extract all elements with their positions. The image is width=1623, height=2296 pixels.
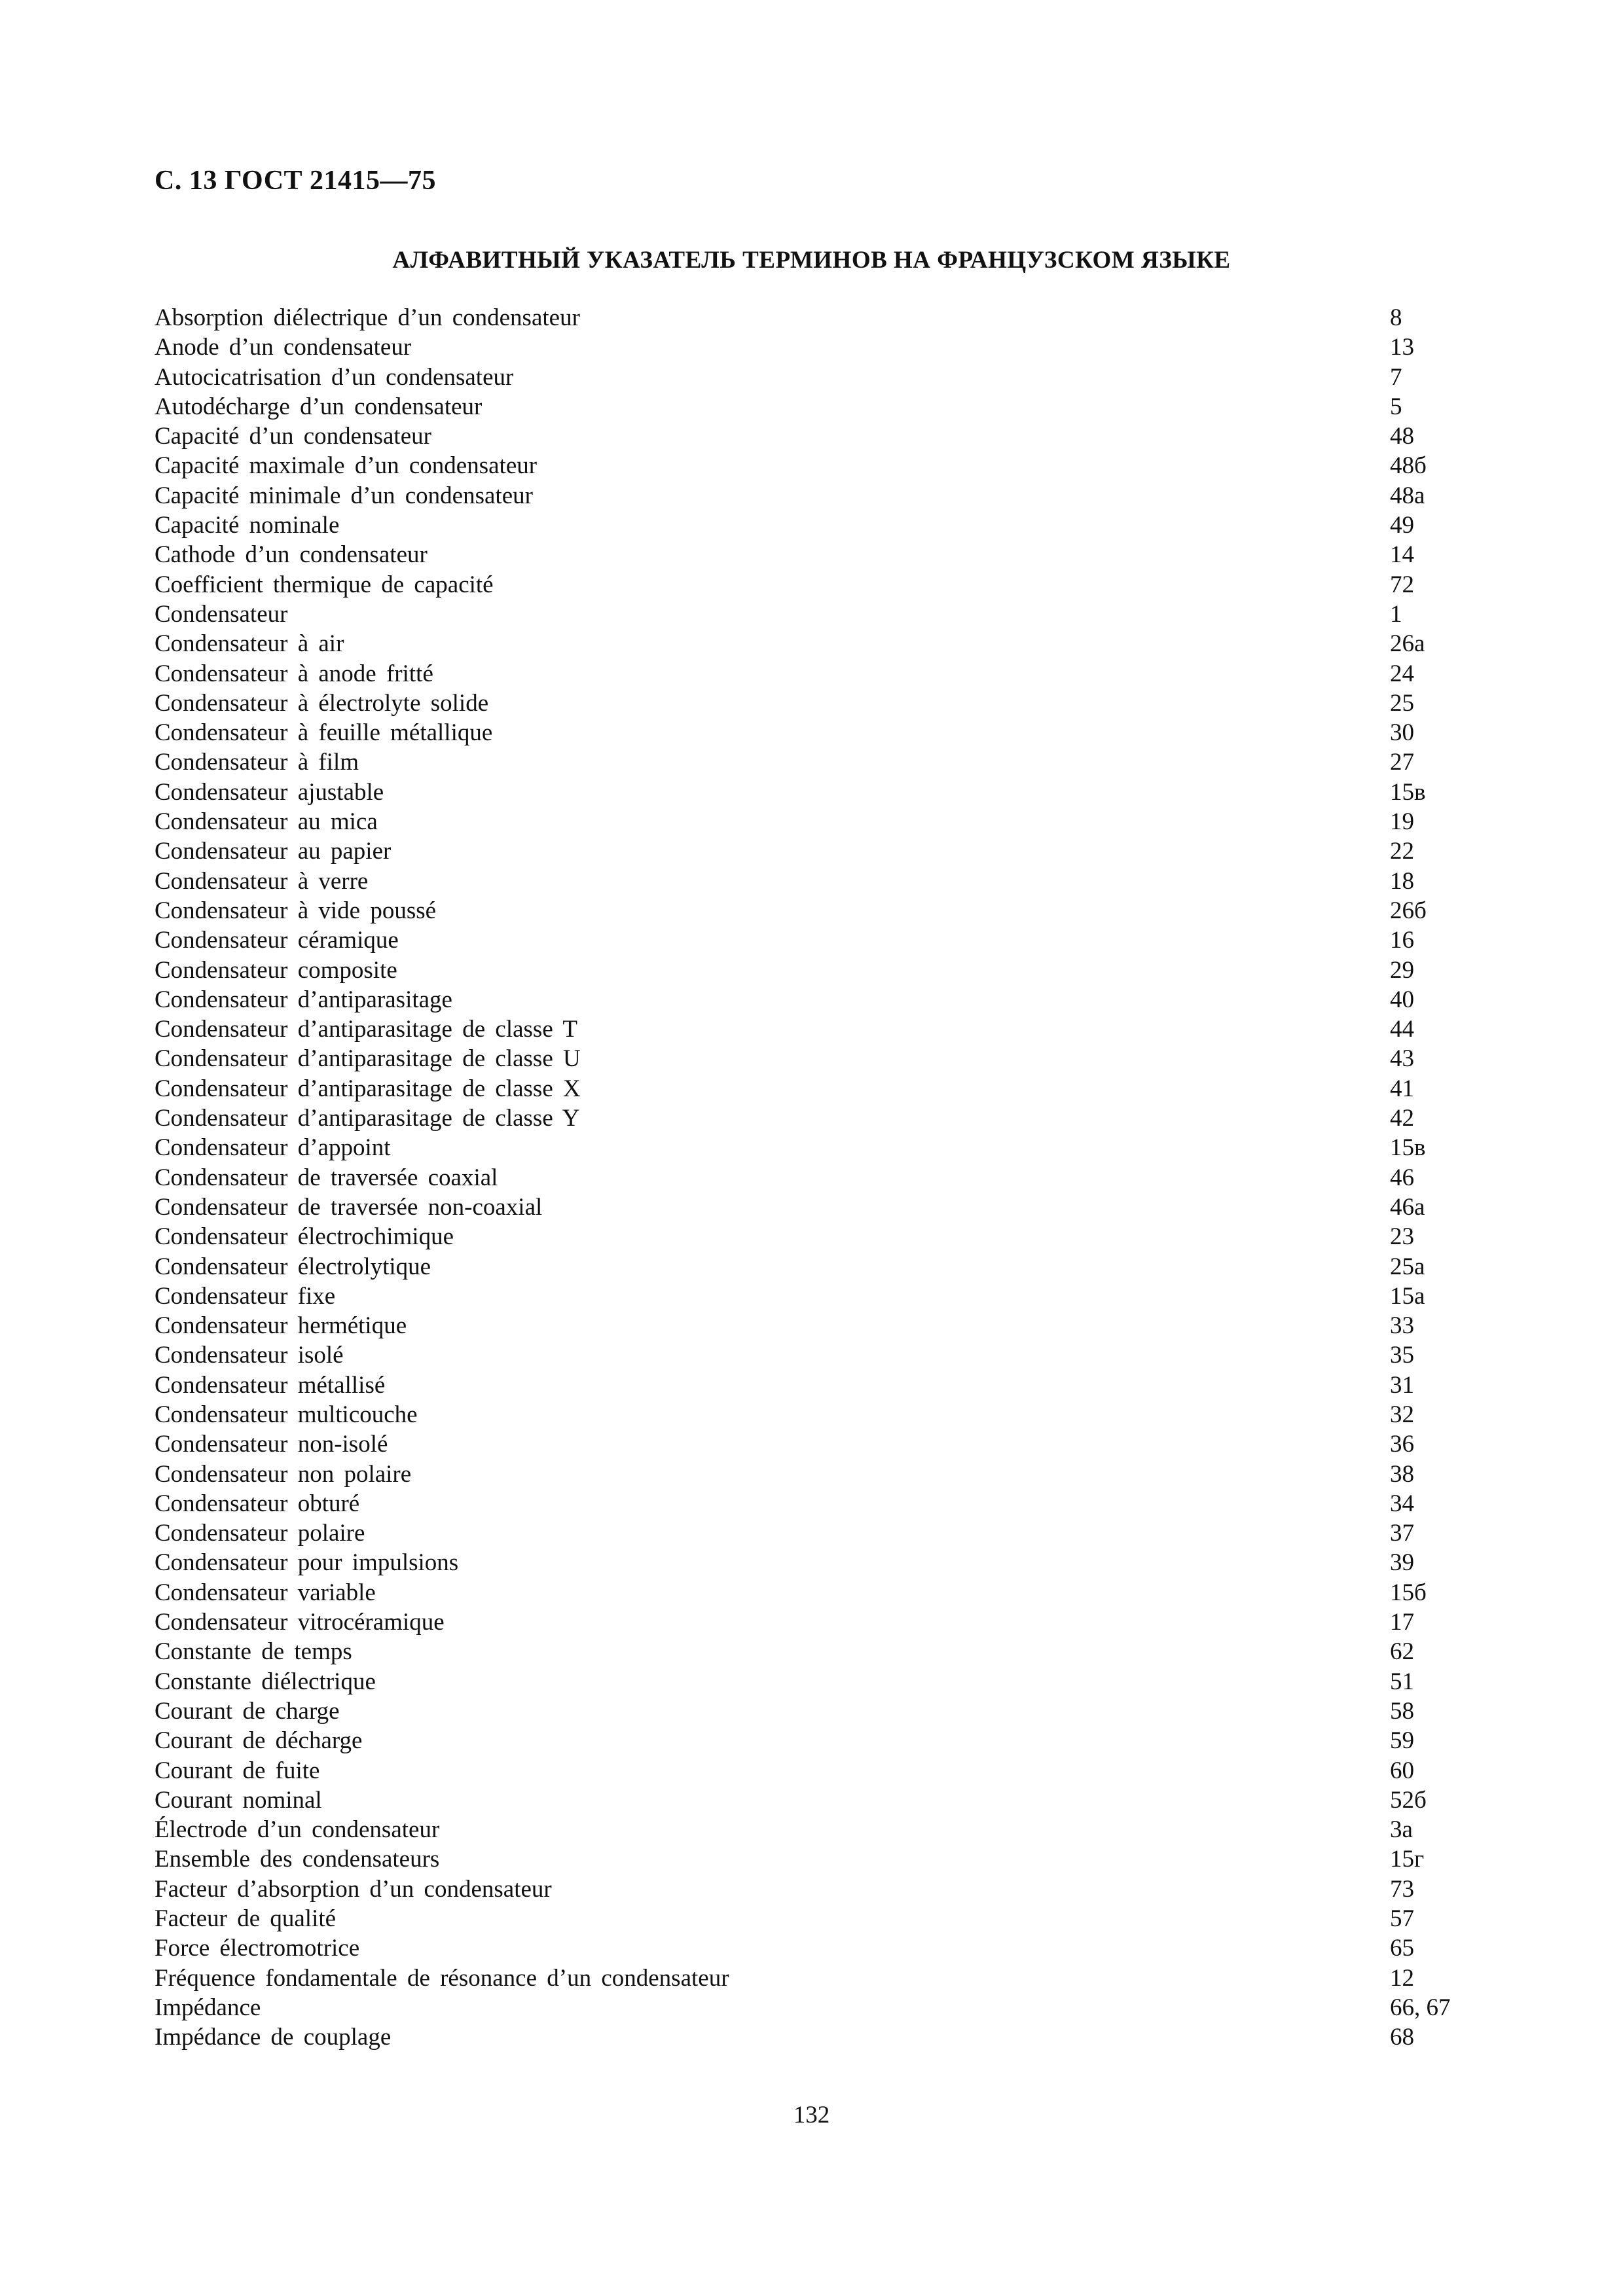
index-entry	[155, 363, 1490, 392]
entry-reference: 68	[1390, 2024, 1414, 2051]
entry-reference: 30	[1390, 719, 1414, 747]
index-title: АЛФАВИТНЫЙ УКАЗАТЕЛЬ ТЕРМИНОВ НА ФРАНЦУЗСКОМ ЯЗЫКЕ	[392, 247, 1231, 274]
entry-term: Condensateur d’antiparasitage de classe X	[155, 1075, 581, 1102]
index-entry	[155, 629, 1490, 658]
entry-term: Condensateur à vide poussé	[155, 897, 437, 924]
entry-reference: 73	[1390, 1875, 1414, 1903]
index-entry	[155, 1844, 1490, 1874]
entry-term: Condensateur d’appoint	[155, 1134, 391, 1162]
entry-term: Capacité minimale d’un condensateur	[155, 482, 533, 509]
index-entry	[155, 511, 1490, 540]
entry-reference: 19	[1390, 808, 1414, 836]
entry-reference: 48	[1390, 423, 1414, 450]
index-entry	[155, 1044, 1490, 1073]
index-entry	[155, 540, 1490, 569]
entry-term: Condensateur à anode fritté	[155, 660, 433, 687]
index-entry	[155, 1400, 1490, 1429]
entry-term: Condensateur non polaire	[155, 1460, 412, 1488]
entry-reference: 33	[1390, 1312, 1414, 1340]
entry-term: Condensateur métallisé	[155, 1371, 386, 1399]
entry-reference: 34	[1390, 1490, 1414, 1517]
index-entry	[155, 689, 1490, 718]
index-entry	[155, 392, 1490, 422]
entry-reference: 60	[1390, 1757, 1414, 1784]
index-entry	[155, 1756, 1490, 1785]
entry-reference: 57	[1390, 1905, 1414, 1933]
entry-reference: 15г	[1390, 1846, 1425, 1873]
entry-term: Absorption diélectrique d’un condensateur	[155, 304, 580, 331]
index-entry	[155, 1933, 1490, 1963]
page-header: С. 13 ГОСТ 21415—75	[155, 166, 437, 196]
entry-reference: 65	[1390, 1935, 1414, 1962]
entry-term: Condensateur d’antiparasitage de classe T	[155, 1016, 577, 1043]
entry-reference: 48б	[1390, 452, 1427, 480]
entry-term: Capacité d’un condensateur	[155, 423, 431, 450]
entry-term: Condensateur à électrolyte solide	[155, 689, 489, 717]
entry-term: Condensateur obturé	[155, 1490, 360, 1517]
entry-reference: 12	[1390, 1964, 1414, 1992]
entry-reference: 37	[1390, 1520, 1414, 1547]
entry-term: Cathode d’un condensateur	[155, 541, 428, 569]
entry-term: Impédance	[155, 1994, 261, 2021]
entry-reference: 15б	[1390, 1579, 1427, 1606]
index-entry	[155, 1696, 1490, 1726]
entry-reference: 43	[1390, 1045, 1414, 1073]
index-entry	[155, 1518, 1490, 1548]
index-entry	[155, 836, 1490, 866]
index-entry	[155, 303, 1490, 332]
entry-term: Condensateur isolé	[155, 1342, 344, 1369]
index-entry	[155, 1252, 1490, 1282]
entry-term: Fréquence fondamentale de résonance d’un condensateur	[155, 1964, 729, 1992]
entry-reference: 27	[1390, 749, 1414, 776]
entry-term: Condensateur ajustable	[155, 778, 384, 806]
entry-term: Courant de fuite	[155, 1757, 320, 1784]
entry-reference: 15в	[1390, 1134, 1426, 1162]
entry-reference: 32	[1390, 1401, 1414, 1428]
entry-reference: 41	[1390, 1075, 1414, 1102]
entry-term: Force électromotrice	[155, 1935, 360, 1962]
index-entry	[155, 1964, 1490, 1993]
entry-term: Constante diélectrique	[155, 1668, 376, 1695]
page-number: 132	[793, 2102, 830, 2128]
index-entry	[155, 867, 1490, 896]
entry-term: Condensateur composite	[155, 956, 397, 984]
index-entry	[155, 1311, 1490, 1340]
term-index-list	[155, 303, 1490, 2053]
index-entry	[155, 570, 1490, 600]
index-entry	[155, 807, 1490, 836]
index-entry	[155, 1607, 1490, 1637]
entry-reference: 38	[1390, 1460, 1414, 1488]
index-entry	[155, 659, 1490, 689]
entry-reference: 39	[1390, 1549, 1414, 1577]
entry-term: Ensemble des condensateurs	[155, 1846, 440, 1873]
entry-reference: 52б	[1390, 1786, 1427, 1814]
entry-reference: 15в	[1390, 778, 1426, 806]
index-entry	[155, 1489, 1490, 1518]
entry-reference: 15а	[1390, 1282, 1425, 1310]
entry-reference: 49	[1390, 512, 1414, 539]
index-entry	[155, 1222, 1490, 1251]
entry-reference: 66, 67	[1390, 1994, 1451, 2021]
entry-reference: 62	[1390, 1638, 1414, 1666]
entry-term: Condensateur d’antiparasitage de classe U	[155, 1045, 581, 1073]
index-entry	[155, 1637, 1490, 1666]
entry-term: Coefficient thermique de capacité	[155, 571, 494, 598]
index-entry	[155, 332, 1490, 362]
entry-reference: 1	[1390, 600, 1402, 628]
entry-term: Condensateur au papier	[155, 838, 392, 865]
entry-term: Condensateur à feuille métallique	[155, 719, 493, 747]
entry-reference: 31	[1390, 1371, 1414, 1399]
index-entry	[155, 1460, 1490, 1489]
index-entry	[155, 451, 1490, 480]
entry-reference: 14	[1390, 541, 1414, 569]
entry-term: Condensateur variable	[155, 1579, 376, 1606]
index-entry	[155, 718, 1490, 747]
index-entry	[155, 778, 1490, 807]
entry-term: Capacité nominale	[155, 512, 340, 539]
index-entry	[155, 1785, 1490, 1815]
entry-term: Condensateur d’antiparasitage de classe Y	[155, 1105, 580, 1132]
entry-term: Anode d’un condensateur	[155, 334, 412, 361]
entry-term: Condensateur de traversée coaxial	[155, 1164, 498, 1191]
index-entry	[155, 1904, 1490, 1933]
entry-reference: 26а	[1390, 630, 1425, 658]
index-entry	[155, 747, 1490, 777]
entry-term: Autocicatrisation d’un condensateur	[155, 363, 514, 391]
entry-reference: 7	[1390, 363, 1402, 391]
entry-reference: 59	[1390, 1727, 1414, 1755]
index-entry	[155, 2022, 1490, 2052]
entry-term: Facteur d’absorption d’un condensateur	[155, 1875, 552, 1903]
index-entry	[155, 1163, 1490, 1193]
entry-term: Autodécharge d’un condensateur	[155, 393, 483, 420]
index-entry	[155, 1133, 1490, 1162]
entry-reference: 25а	[1390, 1253, 1425, 1280]
entry-term: Condensateur céramique	[155, 927, 399, 954]
entry-term: Condensateur à air	[155, 630, 344, 658]
entry-reference: 40	[1390, 986, 1414, 1013]
entry-reference: 25	[1390, 689, 1414, 717]
entry-term: Condensateur hermétique	[155, 1312, 407, 1340]
index-entry	[155, 1726, 1490, 1755]
index-entry	[155, 956, 1490, 985]
entry-reference: 16	[1390, 927, 1414, 954]
index-entry	[155, 1993, 1490, 2022]
index-entry	[155, 600, 1490, 629]
index-entry	[155, 896, 1490, 925]
entry-term: Condensateur polaire	[155, 1520, 365, 1547]
entry-reference: 17	[1390, 1609, 1414, 1636]
entry-term: Courant de charge	[155, 1697, 340, 1725]
entry-term: Condensateur pour impulsions	[155, 1549, 459, 1577]
entry-term: Capacité maximale d’un condensateur	[155, 452, 538, 480]
index-entry	[155, 985, 1490, 1014]
entry-term: Condensateur à film	[155, 749, 359, 776]
entry-term: Courant nominal	[155, 1786, 322, 1814]
entry-reference: 8	[1390, 304, 1402, 331]
entry-term: Condensateur au mica	[155, 808, 378, 836]
entry-reference: 24	[1390, 660, 1414, 687]
index-entry	[155, 1667, 1490, 1696]
entry-reference: 22	[1390, 838, 1414, 865]
entry-reference: 26б	[1390, 897, 1427, 924]
entry-reference: 29	[1390, 956, 1414, 984]
entry-term: Condensateur électrochimique	[155, 1223, 454, 1251]
entry-reference: 58	[1390, 1697, 1414, 1725]
entry-term: Condensateur fixe	[155, 1282, 336, 1310]
entry-reference: 48а	[1390, 482, 1425, 509]
entry-term: Condensateur	[155, 600, 288, 628]
entry-term: Condensateur d’antiparasitage	[155, 986, 452, 1013]
entry-reference: 46а	[1390, 1193, 1425, 1221]
entry-reference: 35	[1390, 1342, 1414, 1369]
index-entry	[155, 1193, 1490, 1222]
entry-term: Condensateur vitrocéramique	[155, 1609, 445, 1636]
entry-term: Condensateur multicouche	[155, 1401, 418, 1428]
entry-reference: 13	[1390, 334, 1414, 361]
index-entry	[155, 1074, 1490, 1103]
index-entry	[155, 1014, 1490, 1044]
entry-reference: 5	[1390, 393, 1402, 420]
entry-term: Condensateur de traversée non-coaxial	[155, 1193, 543, 1221]
index-entry	[155, 1371, 1490, 1400]
entry-term: Condensateur à verre	[155, 867, 369, 895]
index-entry	[155, 1578, 1490, 1607]
entry-reference: 36	[1390, 1431, 1414, 1458]
entry-reference: 18	[1390, 867, 1414, 895]
entry-term: Condensateur non-isolé	[155, 1431, 388, 1458]
entry-term: Condensateur électrolytique	[155, 1253, 431, 1280]
entry-reference: 42	[1390, 1105, 1414, 1132]
index-entry	[155, 925, 1490, 955]
index-entry	[155, 422, 1490, 451]
index-entry	[155, 1103, 1490, 1133]
index-entry	[155, 1340, 1490, 1370]
entry-term: Constante de temps	[155, 1638, 352, 1666]
entry-reference: 44	[1390, 1016, 1414, 1043]
index-entry	[155, 1429, 1490, 1459]
entry-reference: 72	[1390, 571, 1414, 598]
entry-reference: 3а	[1390, 1816, 1413, 1844]
entry-term: Impédance de couplage	[155, 2024, 392, 2051]
index-entry	[155, 1874, 1490, 1904]
entry-term: Facteur de qualité	[155, 1905, 337, 1933]
entry-reference: 51	[1390, 1668, 1414, 1695]
entry-reference: 46	[1390, 1164, 1414, 1191]
index-entry	[155, 1548, 1490, 1577]
entry-term: Courant de décharge	[155, 1727, 363, 1755]
entry-term: Électrode d’un condensateur	[155, 1816, 440, 1844]
index-entry	[155, 1815, 1490, 1844]
index-entry	[155, 481, 1490, 511]
index-entry	[155, 1282, 1490, 1311]
entry-reference: 23	[1390, 1223, 1414, 1251]
